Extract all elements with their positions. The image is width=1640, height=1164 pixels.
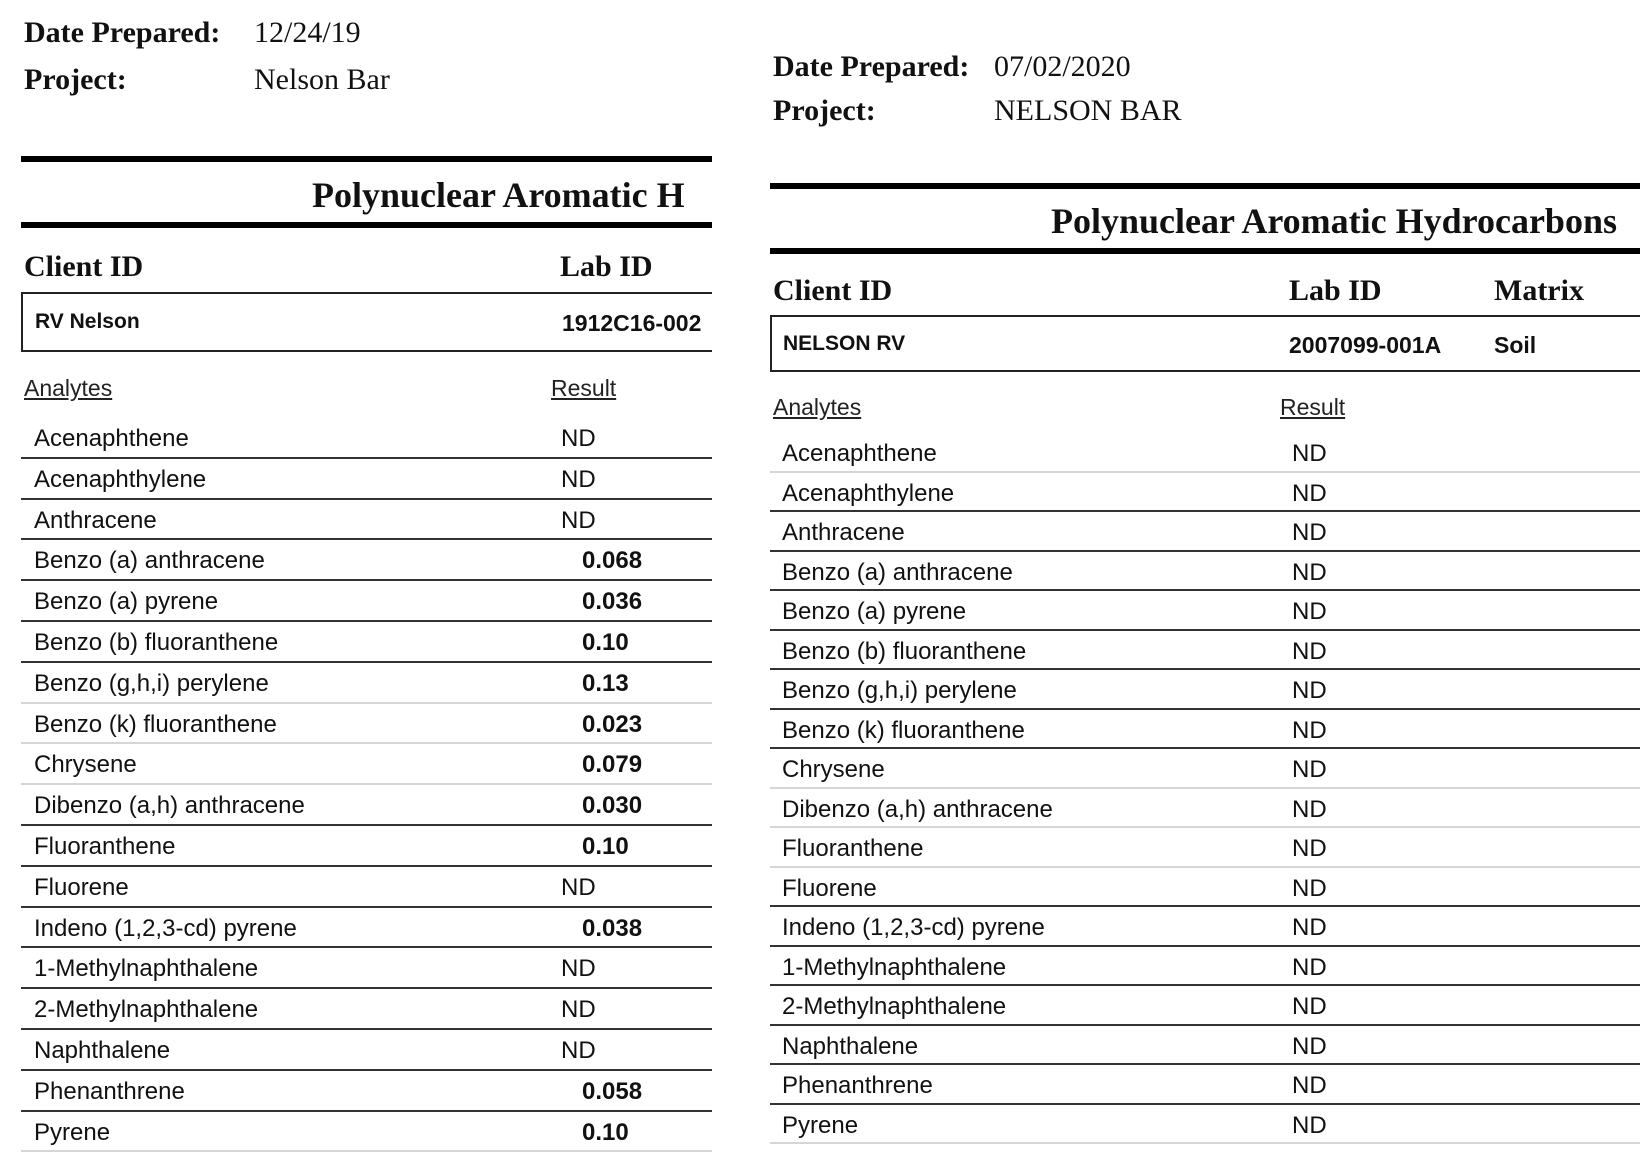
- rule-top: [21, 156, 712, 162]
- table-row: [21, 663, 712, 704]
- analyte-name: Benzo (a) anthracene: [34, 547, 265, 575]
- analyte-result: 0.079: [582, 751, 643, 779]
- analyte-name: Benzo (g,h,i) perylene: [782, 677, 1017, 704]
- project-value: Nelson Bar: [254, 63, 390, 96]
- analyte-result: ND: [1292, 440, 1327, 467]
- date-prepared-label: Date Prepared:: [773, 50, 970, 83]
- analyte-result: ND: [1292, 874, 1327, 902]
- project-label: Project:: [773, 94, 876, 127]
- table-row: [21, 540, 712, 581]
- analyte-name: Dibenzo (a,h) anthracene: [34, 792, 305, 820]
- analyte-result: ND: [1292, 953, 1327, 981]
- analyte-result: ND: [1292, 914, 1327, 941]
- project-label: Project:: [24, 63, 127, 96]
- client-id-value: NELSON RV: [783, 332, 906, 355]
- result-header: Result: [1280, 394, 1346, 420]
- analyte-name: Benzo (a) pyrene: [782, 598, 967, 625]
- analyte-name: Naphthalene: [34, 1037, 171, 1064]
- table-row: [21, 622, 712, 663]
- analyte-name: Naphthalene: [782, 1032, 919, 1060]
- table-row: [770, 868, 1640, 908]
- analyte-name: 1-Methylnaphthalene: [34, 955, 259, 983]
- matrix-header: Matrix: [1494, 274, 1584, 307]
- date-prepared-value: 07/02/2020: [994, 50, 1131, 83]
- analyte-result: 0.10: [582, 833, 629, 860]
- table-row: [21, 744, 712, 785]
- analyte-name: Benzo (k) fluoranthene: [782, 716, 1025, 744]
- analyte-name: Benzo (k) fluoranthene: [34, 710, 277, 738]
- analyte-name: Benzo (b) fluoranthene: [782, 637, 1027, 665]
- analyte-result: 0.10: [582, 629, 629, 656]
- lab-id-header: Lab ID: [1289, 274, 1382, 307]
- table-row: [770, 749, 1640, 789]
- table-row: [21, 1030, 712, 1071]
- table-row: [770, 789, 1640, 829]
- table-row: [21, 908, 712, 949]
- analyte-name: Phenanthrene: [34, 1077, 185, 1105]
- analyte-result: ND: [1292, 1111, 1327, 1139]
- analyte-result: 0.10: [582, 1118, 629, 1146]
- analyte-name: Fluorene: [782, 874, 877, 902]
- date-prepared-value: 12/24/19: [254, 16, 361, 49]
- analyte-name: Acenaphthene: [782, 440, 937, 467]
- analyte-result: 0.13: [582, 669, 629, 697]
- analyte-name: Pyrene: [782, 1111, 859, 1139]
- analyte-result: ND: [561, 506, 596, 534]
- analyte-name: 2-Methylnaphthalene: [782, 993, 1007, 1020]
- analyte-name: Pyrene: [34, 1118, 111, 1146]
- table-row: [21, 989, 712, 1030]
- sample-id-box: [770, 315, 1640, 372]
- table-row: [21, 1112, 712, 1153]
- analyte-name: Fluorene: [34, 873, 129, 901]
- table-row: [770, 631, 1640, 671]
- analyte-result: ND: [1292, 598, 1327, 625]
- table-row: [770, 552, 1640, 592]
- table-row: [770, 947, 1640, 987]
- analyte-result: ND: [1292, 1032, 1327, 1060]
- rule-top: [770, 183, 1640, 189]
- analyte-name: Benzo (g,h,i) perylene: [34, 669, 269, 697]
- table-row: [21, 418, 712, 459]
- analyte-result: ND: [1292, 677, 1327, 704]
- analyte-name: Benzo (a) pyrene: [34, 588, 219, 616]
- analyte-result: ND: [1292, 637, 1327, 665]
- analyte-name: 1-Methylnaphthalene: [782, 953, 1007, 981]
- analyte-result: 0.058: [582, 1077, 643, 1105]
- analyte-result: ND: [1292, 756, 1327, 783]
- table-row: [21, 459, 712, 500]
- client-id-value: RV Nelson: [35, 310, 140, 333]
- analytes-header: Analytes: [24, 375, 113, 401]
- table-row: [770, 1105, 1640, 1145]
- report-2020: [770, 0, 1640, 1164]
- analyte-name: 2-Methylnaphthalene: [34, 996, 259, 1024]
- analyte-result: 0.068: [582, 547, 643, 575]
- analyte-result: ND: [561, 1037, 596, 1064]
- analyte-result: ND: [1292, 519, 1327, 546]
- table-row: [770, 907, 1640, 947]
- analyte-result: 0.036: [582, 588, 643, 616]
- analyte-name: Acenaphthylene: [782, 479, 955, 507]
- analyte-result: ND: [1292, 1072, 1327, 1099]
- table-row: [21, 581, 712, 622]
- analyte-result: ND: [561, 996, 596, 1024]
- analyte-name: Chrysene: [782, 756, 885, 783]
- lab-id-value: 2007099-001A: [1289, 332, 1442, 358]
- table-row: [770, 986, 1640, 1026]
- analyte-name: Phenanthrene: [782, 1072, 933, 1099]
- date-prepared-label: Date Prepared:: [24, 16, 221, 49]
- report-title: Polynuclear Aromatic H: [312, 175, 685, 215]
- table-row: [21, 500, 712, 541]
- table-row: [770, 512, 1640, 552]
- table-row: [21, 867, 712, 908]
- table-row: [21, 826, 712, 867]
- table-row: [770, 591, 1640, 631]
- report-title: Polynuclear Aromatic Hydrocarbons: [1051, 201, 1617, 241]
- analytes-header: Analytes: [773, 394, 862, 420]
- analyte-name: Benzo (b) fluoranthene: [34, 629, 279, 656]
- table-row: [21, 704, 712, 745]
- analyte-result: ND: [1292, 479, 1327, 507]
- analyte-name: Benzo (a) anthracene: [782, 558, 1013, 586]
- analyte-result: ND: [1292, 835, 1327, 862]
- analyte-result: ND: [1292, 993, 1327, 1020]
- analyte-result: 0.023: [582, 710, 643, 738]
- table-row: [21, 948, 712, 989]
- analyte-result: ND: [561, 873, 596, 901]
- lab-id-value: 1912C16-002: [562, 310, 702, 336]
- project-value: NELSON BAR: [994, 94, 1182, 127]
- table-row: [770, 710, 1640, 750]
- table-row: [21, 1071, 712, 1112]
- rule-bottom: [770, 248, 1640, 254]
- analyte-result: 0.030: [582, 792, 643, 820]
- rule-bottom: [21, 222, 712, 228]
- analyte-name: Chrysene: [34, 751, 137, 779]
- report-2019: [0, 0, 712, 1164]
- analyte-result: ND: [1292, 716, 1327, 744]
- table-row: [770, 670, 1640, 710]
- lab-id-header: Lab ID: [560, 250, 653, 283]
- matrix-value: Soil: [1494, 332, 1537, 358]
- analyte-result: ND: [561, 425, 596, 452]
- analyte-result: 0.038: [582, 914, 643, 942]
- analyte-name: Dibenzo (a,h) anthracene: [782, 795, 1053, 823]
- analyte-name: Anthracene: [34, 506, 157, 534]
- client-id-header: Client ID: [773, 274, 893, 307]
- analyte-result: ND: [1292, 558, 1327, 586]
- table-row: [770, 828, 1640, 868]
- analyte-name: Indeno (1,2,3-cd) pyrene: [34, 914, 297, 942]
- analyte-result: ND: [561, 465, 596, 493]
- result-header: Result: [551, 375, 617, 401]
- analyte-result: ND: [1292, 795, 1327, 823]
- client-id-header: Client ID: [24, 250, 144, 283]
- table-row: [770, 1065, 1640, 1105]
- table-row: [21, 785, 712, 826]
- analyte-name: Fluoranthene: [34, 833, 176, 860]
- analyte-name: Acenaphthene: [34, 425, 189, 452]
- table-row: [770, 433, 1640, 473]
- table-row: [770, 1026, 1640, 1066]
- analyte-name: Anthracene: [782, 519, 905, 546]
- sample-id-box: [21, 292, 712, 352]
- analyte-name: Acenaphthylene: [34, 465, 207, 493]
- table-row: [770, 473, 1640, 513]
- analyte-result: ND: [561, 955, 596, 983]
- analyte-name: Indeno (1,2,3-cd) pyrene: [782, 914, 1045, 941]
- analyte-name: Fluoranthene: [782, 835, 924, 862]
